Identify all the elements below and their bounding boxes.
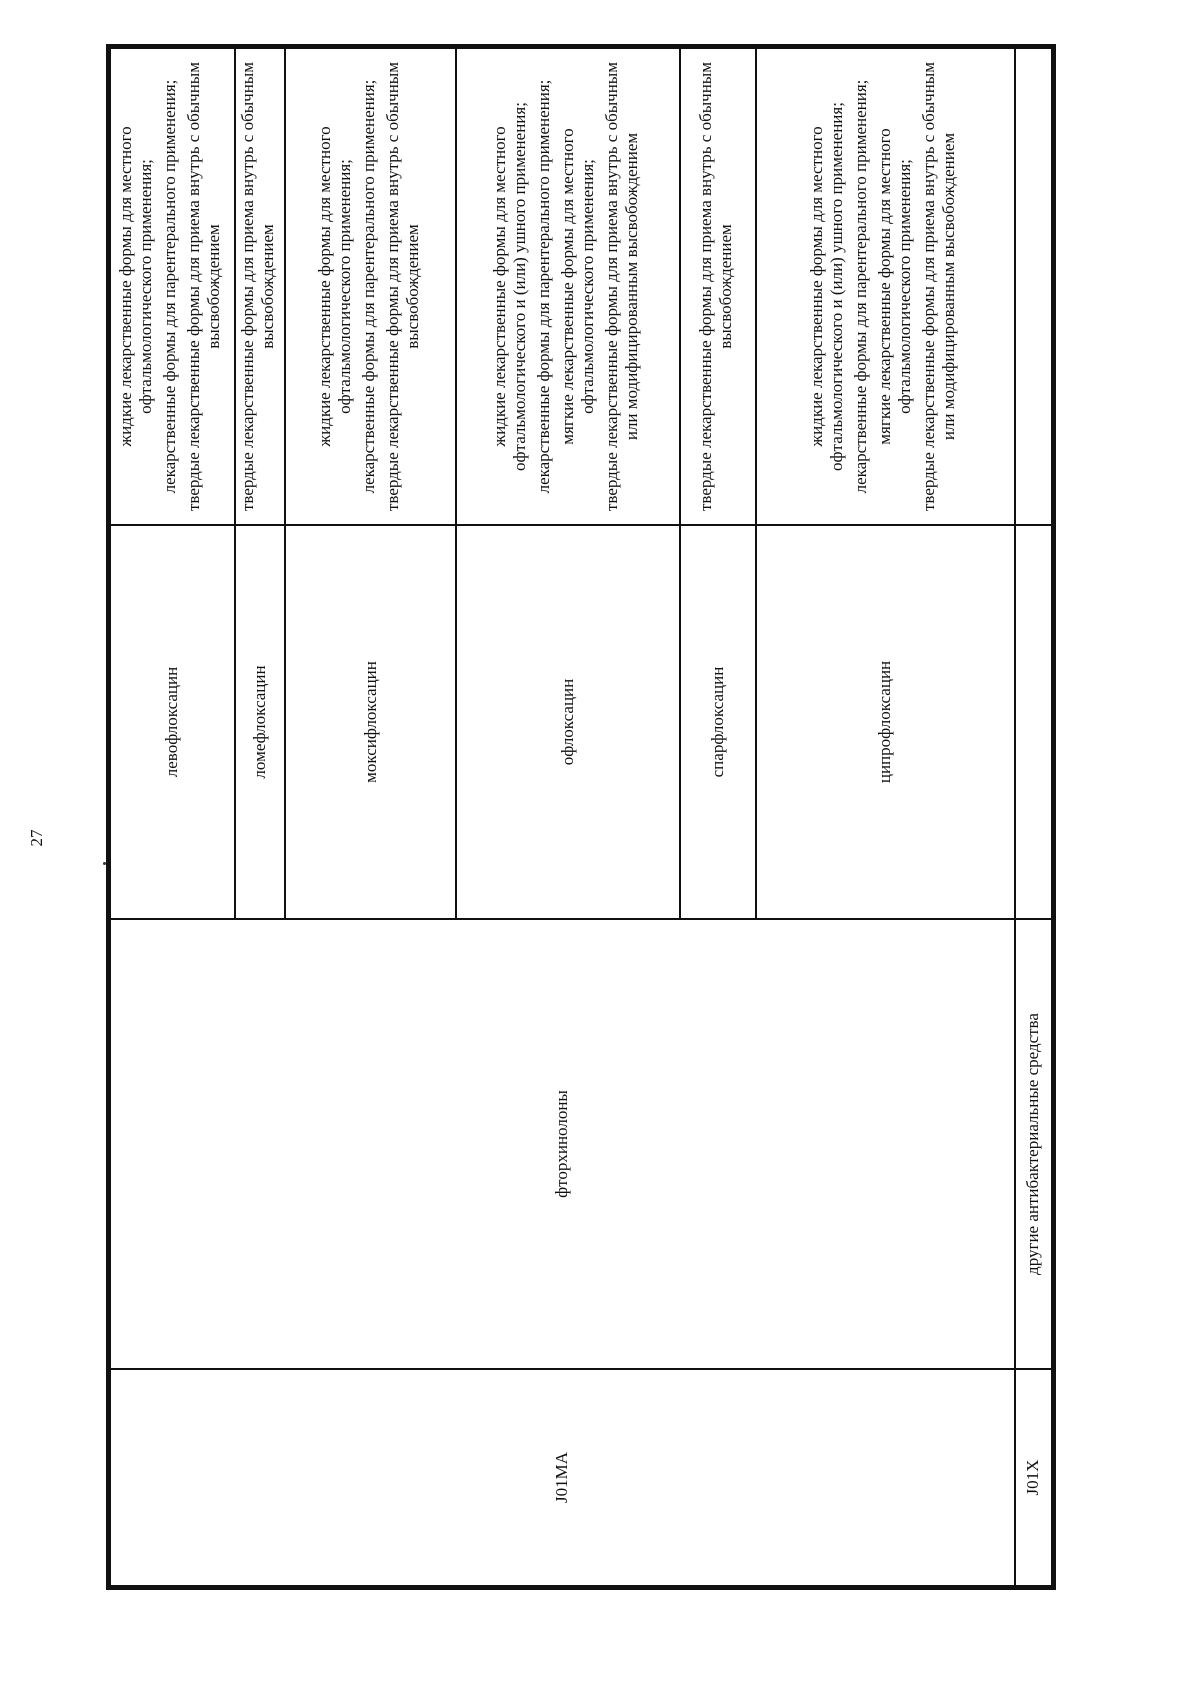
substance-cell: ципрофлоксацин (756, 525, 1015, 919)
table-row (1015, 48, 1052, 1586)
page-number: 27 (27, 829, 46, 847)
group-name-cell: фторхинолоны (110, 919, 1015, 1369)
drug-table (109, 47, 1053, 1587)
dosage-form-line: мягкие лекарственные формы для местного офтальмологического применения; (557, 128, 597, 445)
table-row (110, 48, 235, 1586)
dosage-forms-cell (680, 48, 757, 525)
dosage-forms-cell (110, 48, 235, 525)
dosage-forms-cell (756, 48, 1015, 525)
dosage-forms-cell (1015, 48, 1052, 525)
dosage-forms-cell (235, 48, 285, 525)
substance-cell: спарфлоксацин (680, 525, 757, 919)
dosage-form-line: твердые лекарственные формы для приема внутрь с обычным высвобождением (238, 62, 278, 512)
dosage-form-line: твердые лекарственные формы для приема внутрь с обычным высвобождением (184, 62, 224, 512)
dosage-form-line: жидкие лекарственные формы для местного офтальмологического и (или) ушного применения; (489, 102, 529, 471)
dosage-forms-cell (456, 48, 679, 525)
substance-cell: левофлоксацин (110, 525, 235, 919)
substance-cell: ломефлоксацин (235, 525, 285, 919)
substance-cell: моксифлоксацин (285, 525, 456, 919)
dosage-form-line: жидкие лекарственные формы для местного офтальмологического и (или) ушного применения; (807, 102, 847, 471)
dosage-form-line: лекарственные формы для парентерального применения; (160, 79, 180, 494)
rotated-table-sheet (106, 44, 1056, 1590)
dosage-forms-cell (285, 48, 456, 525)
dosage-form-line: твердые лекарственные формы для приема внутрь с обычным высвобождением (695, 62, 735, 512)
dosage-form-line: жидкие лекарственные формы для местного офтальмологического применения; (116, 126, 156, 447)
dosage-form-line: жидкие лекарственные формы для местного офтальмологического применения; (314, 126, 354, 447)
dosage-form-line: твердые лекарственные формы для приема внутрь с обычным или модифицированным высвобождением (919, 62, 959, 512)
group-name-cell: другие антибактериальные средства (1015, 919, 1052, 1369)
dosage-form-line: лекарственные формы для парентерального применения; (358, 79, 378, 494)
dosage-form-line: твердые лекарственные формы для приема внутрь с обычным или модифицированным высвобождением (601, 62, 641, 512)
dosage-form-line: лекарственные формы для парентерального применения; (533, 79, 553, 494)
dosage-form-line: лекарственные формы для парентерального применения; (851, 79, 871, 494)
substance-cell: офлоксацин (456, 525, 679, 919)
dosage-form-line: твердые лекарственные формы для приема внутрь с обычным высвобождением (382, 62, 422, 512)
atc-code-cell: J01MA (110, 1369, 1015, 1586)
atc-code-cell: J01X (1015, 1369, 1052, 1586)
substance-cell (1015, 525, 1052, 919)
dosage-form-line: мягкие лекарственные формы для местного офтальмологического применения; (875, 128, 915, 445)
